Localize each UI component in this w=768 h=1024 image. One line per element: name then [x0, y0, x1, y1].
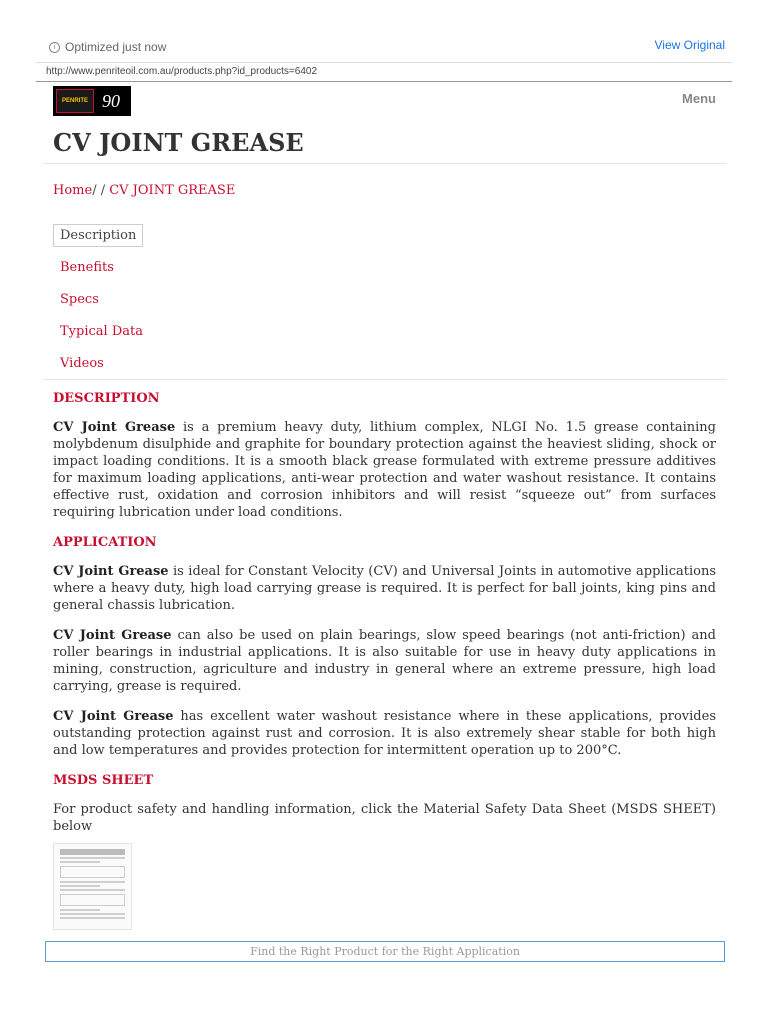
url-text: http://www.penriteoil.com.au/products.php?id_products=6402 — [46, 66, 318, 77]
thumb-box — [60, 894, 125, 906]
thumb-line — [60, 917, 125, 919]
thumb-line — [60, 857, 125, 859]
application-heading: APPLICATION — [53, 535, 157, 550]
tab-description[interactable]: Description — [53, 224, 143, 247]
product-name: CV Joint Grease — [53, 420, 176, 435]
application-paragraph-2 — [53, 627, 716, 695]
menu-button[interactable]: Menu — [682, 91, 716, 106]
main-content — [53, 390, 716, 848]
optimized-status — [49, 40, 166, 54]
thumb-line — [60, 909, 100, 911]
penrite-logo-icon: PENRITE — [56, 89, 94, 113]
msds-paragraph: For product safety and handling information, click the Material Safety Data Sheet (MSDS SHEET) below — [53, 802, 716, 834]
product-name: CV Joint Grease — [53, 709, 174, 724]
breadcrumb — [53, 183, 235, 198]
msds-sheet-thumbnail[interactable] — [53, 843, 132, 930]
product-name: CV Joint Grease — [53, 564, 169, 579]
thumb-line — [60, 913, 125, 915]
thumb-line — [60, 861, 100, 863]
thumb-line — [60, 885, 100, 887]
tab-typical-data[interactable]: Typical Data — [60, 324, 143, 339]
thumb-line — [60, 889, 125, 891]
application-paragraph-3 — [53, 708, 716, 759]
page-title: CV JOINT GREASE — [53, 128, 304, 157]
view-original-link[interactable]: View Original — [654, 38, 725, 52]
breadcrumb-home-link[interactable]: Home — [53, 183, 93, 198]
top-bar — [0, 0, 768, 62]
application-text-2: can also be used on plain bearings, slow speed bearings (not anti-friction) and roller bearings in industrial applications. It is also suitable for use in heavy duty applications in mining, construction, agriculture and industry in general where an extreme pressure, high load carrying, grease is required. — [53, 628, 716, 694]
find-product-banner[interactable]: Find the Right Product for the Right Application — [45, 941, 725, 962]
product-tabs — [53, 224, 150, 384]
info-icon: i — [49, 42, 60, 53]
description-heading: DESCRIPTION — [53, 391, 160, 406]
application-text-1: is ideal for Constant Velocity (CV) and Universal Joints in automotive applications where a heavy duty, high load carrying grease is required. It is perfect for ball joints, king pins and general chassis lubrication. — [53, 564, 716, 613]
thumb-line — [60, 881, 125, 883]
breadcrumb-current-link[interactable]: CV JOINT GREASE — [109, 183, 236, 198]
divider — [44, 163, 726, 164]
msds-heading: MSDS SHEET — [53, 773, 154, 788]
ninety-years-logo: 90 — [102, 90, 120, 111]
description-paragraph — [53, 419, 716, 521]
application-text-3: has excellent water washout resistance where in these applications, provides outstanding protection against rust and corrosion. It is also extremely shear stable for both high and low temperatures and provides protection for intermittent operation up to 200°C. — [53, 709, 716, 758]
optimized-text: Optimized just now — [65, 40, 167, 54]
application-paragraph-1 — [53, 563, 716, 614]
product-name: CV Joint Grease — [53, 628, 172, 643]
site-logo[interactable] — [53, 86, 131, 116]
url-bar — [36, 62, 732, 82]
thumb-box — [60, 866, 125, 878]
divider — [44, 379, 726, 380]
tab-videos[interactable]: Videos — [60, 356, 104, 371]
document-icon — [60, 849, 125, 855]
description-text: is a premium heavy duty, lithium complex, NLGI No. 1.5 grease containing molybdenum disulphide and graphite for boundary protection against the heaviest sliding, shock or impact loading conditions. It is a smooth black grease formulated with extreme pressure additives for maximum loading applications, anti-wear protection and water washout resistance. It contains effective rust, oxidation and corrosion inhibitors and will resist “squeeze out” from surfaces requiring lubrication under load conditions. — [53, 420, 716, 520]
tab-specs[interactable]: Specs — [60, 292, 99, 307]
breadcrumb-separator: / / — [92, 183, 110, 198]
tab-benefits[interactable]: Benefits — [60, 260, 114, 275]
